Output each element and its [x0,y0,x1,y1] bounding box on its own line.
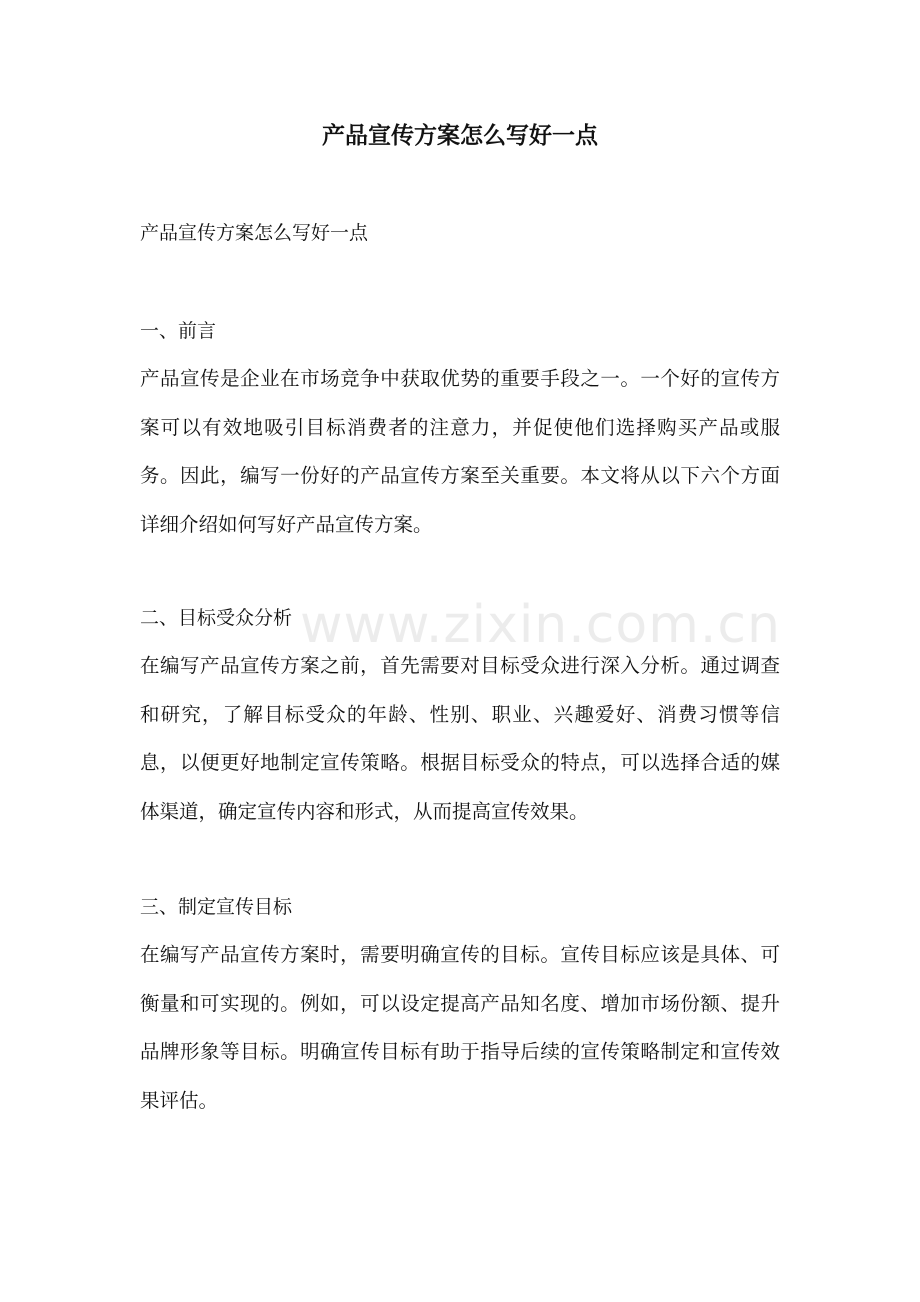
watermark-text: www.zixin.com.cn [300,595,781,655]
section-body-preface: 产品宣传是企业在市场竞争中获取优势的重要手段之一。一个好的宣传方案可以有效地吸引目标消费者的注意力，并促使他们选择购买产品或服务。因此，编写一份好的产品宣传方案至关重要。本文将从以下六个方面详细介绍如何写好产品宣传方案。 [140,367,780,536]
section-heading-goals: 三、制定宣传目标 [140,896,293,918]
section-heading-preface: 一、前言 [140,320,217,342]
document-title: 产品宣传方案怎么写好一点 [322,122,598,149]
section-body-goals: 在编写产品宣传方案时，需要明确宣传的目标。宣传目标应该是具体、可衡量和可实现的。例如，可以设定提高产品知名度、增加市场份额、提升品牌形象等目标。明确宣传目标有助于指导后续的宣传策略制定和宣传效果评估。 [140,943,780,1112]
section-heading-audience: 二、目标受众分析 [140,607,293,629]
section-body-audience: 在编写产品宣传方案之前，首先需要对目标受众进行深入分析。通过调查和研究，了解目标受众的年龄、性别、职业、兴趣爱好、消费习惯等信息，以便更好地制定宣传策略。根据目标受众的特点，可以选择合适的媒体渠道，确定宣传内容和形式，从而提高宣传效果。 [140,654,780,823]
document-subtitle: 产品宣传方案怎么写好一点 [140,222,369,244]
